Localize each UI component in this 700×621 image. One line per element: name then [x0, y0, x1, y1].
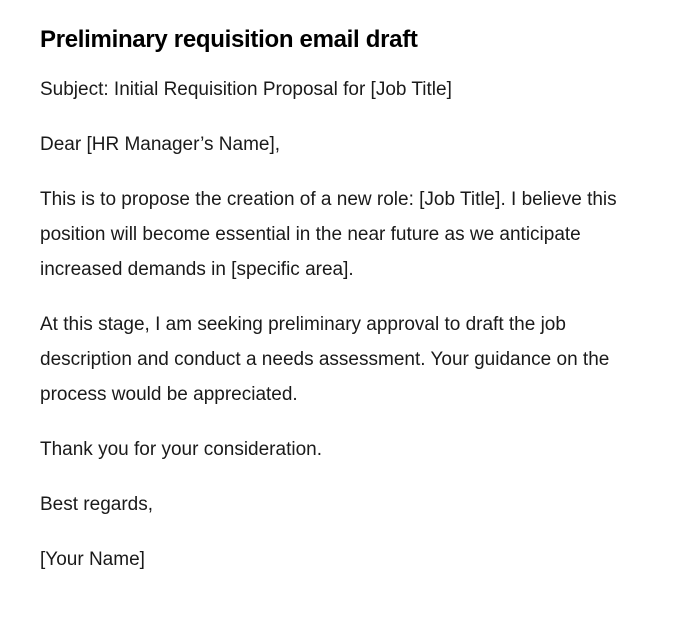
email-thanks-line: Thank you for your consideration. — [40, 439, 322, 460]
email-closing: Best regards, — [40, 494, 153, 515]
email-salutation: Dear [HR Manager’s Name], — [40, 134, 281, 155]
email-body-paragraph-proposal: This is to propose the creation of a new role: [Job Title]. I believe this position will become essential in the near future as we anticipate increased demands in [specific area]. — [40, 189, 617, 280]
email-body-paragraph-approval: At this stage, I am seeking preliminary approval to draft the job description and conduct a needs assessment. Your guidance on the process would be appreciated. — [40, 314, 610, 405]
email-signature: [Your Name] — [40, 549, 145, 570]
email-subject-line: Subject: Initial Requisition Proposal for [Job Title] — [40, 79, 452, 100]
document-title: Preliminary requisition email draft — [40, 26, 418, 53]
